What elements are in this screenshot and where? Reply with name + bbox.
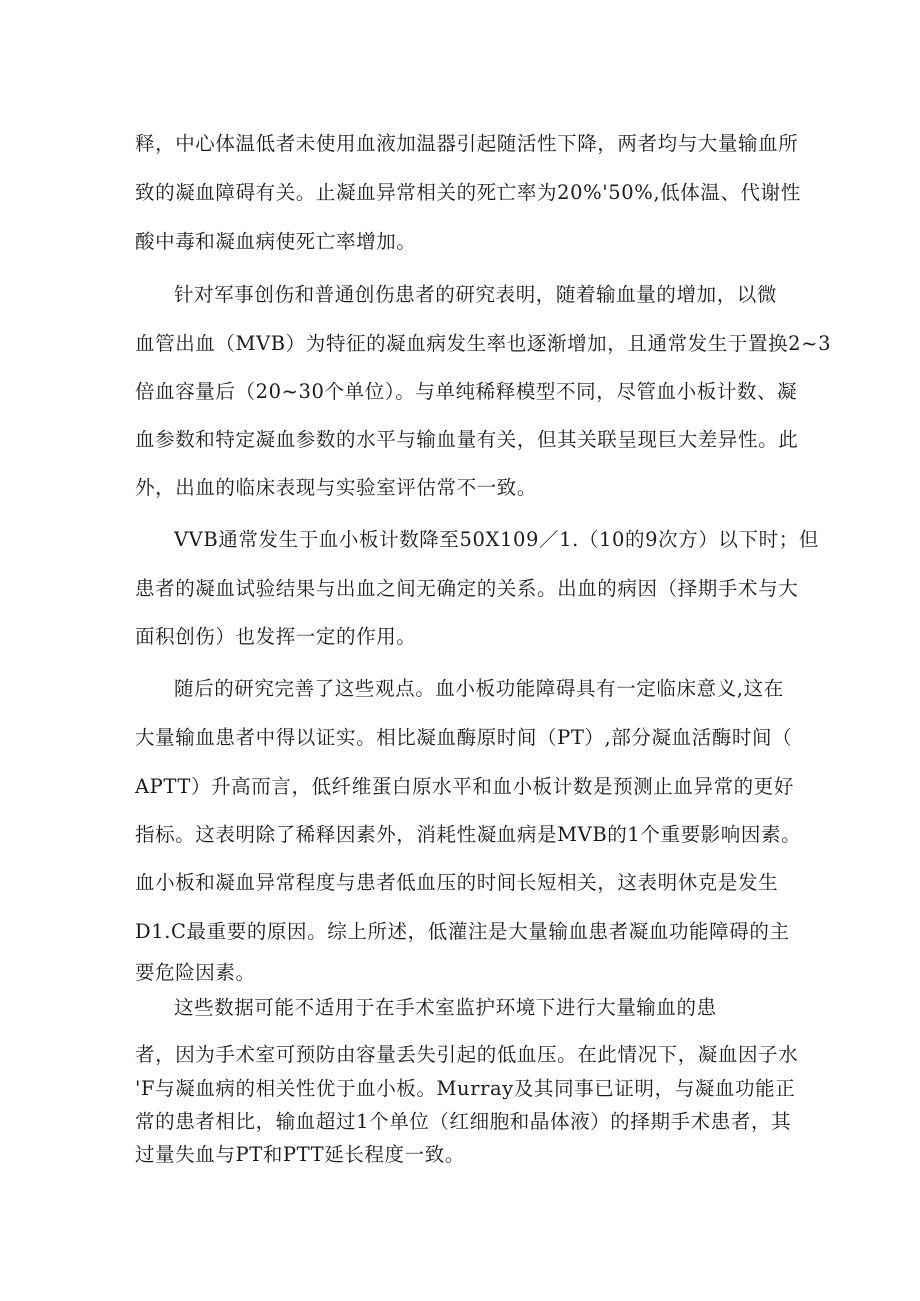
- text-line: 面积创伤）也发挥一定的作用。: [135, 625, 417, 648]
- text-line: 释，中心体温低者未使用血液加温器引起随活性下降，两者均与大量输血所: [135, 132, 799, 155]
- text-line: 倍血容量后（20~30个单位）。与单纯稀释模型不同，尽管血小板计数、凝: [135, 380, 798, 403]
- text-line: 外，出血的临床表现与实验室评估常不一致。: [135, 476, 538, 499]
- text-line: VVB通常发生于血小板计数降至50X109／1.（10的9次方）以下时；但: [174, 528, 819, 551]
- text-line: 要危险因素。: [135, 961, 256, 984]
- text-line: 针对军事创伤和普通创伤患者的研究表明，随着输血量的增加，以微: [174, 283, 778, 306]
- text-line: 者，因为手术室可预防由容量丢失引起的低血压。在此情况下，凝血因子水: [135, 1043, 799, 1066]
- text-line: 血小板和凝血异常程度与患者低血压的时间长短相关，这表明休克是发生: [135, 871, 779, 894]
- text-line: 血参数和特定凝血参数的水平与输血量有关，但其关联呈现巨大差异性。此: [135, 428, 799, 451]
- text-line: 血管出血（MVB）为特征的凝血病发生率也逐渐增加，且通常发生于置换2~3: [135, 332, 832, 355]
- text-line: 致的凝血障碍有关。止凝血异常相关的死亡率为20%'50%,低体温、代谢性: [135, 181, 801, 204]
- text-line: APTT）升高而言，低纤维蛋白原水平和血小板计数是预测止血异常的更好: [135, 775, 794, 798]
- text-line: 酸中毒和凝血病使死亡率增加。: [135, 230, 417, 253]
- text-line: 常的患者相比，输血超过1个单位（红细胞和晶体液）的择期手术患者，其: [135, 1110, 792, 1133]
- text-line: 'F与凝血病的相关性优于血小板。Murray及其同事已证明，与凝血功能正: [135, 1077, 796, 1100]
- text-line: 指标。这表明除了稀释因素外，消耗性凝血病是MVB的1个重要影响因素。: [135, 823, 802, 846]
- text-line: 随后的研究完善了这些观点。血小板功能障碍具有一定临床意义,这在: [174, 677, 784, 700]
- text-line: 大量输血患者中得以证实。相比凝血酶原时间（PT）,部分凝血活酶时间（: [135, 726, 793, 749]
- text-line: 这些数据可能不适用于在手术室监护环境下进行大量输血的患: [174, 996, 717, 1019]
- text-line: 患者的凝血试验结果与出血之间无确定的关系。出血的病因（择期手术与大: [135, 577, 799, 600]
- text-line: D1.C最重要的原因。综上所述，低灌注是大量输血患者凝血功能障碍的主: [135, 920, 790, 943]
- text-line: 过量失血与PT和PTT延长程度一致。: [135, 1143, 465, 1166]
